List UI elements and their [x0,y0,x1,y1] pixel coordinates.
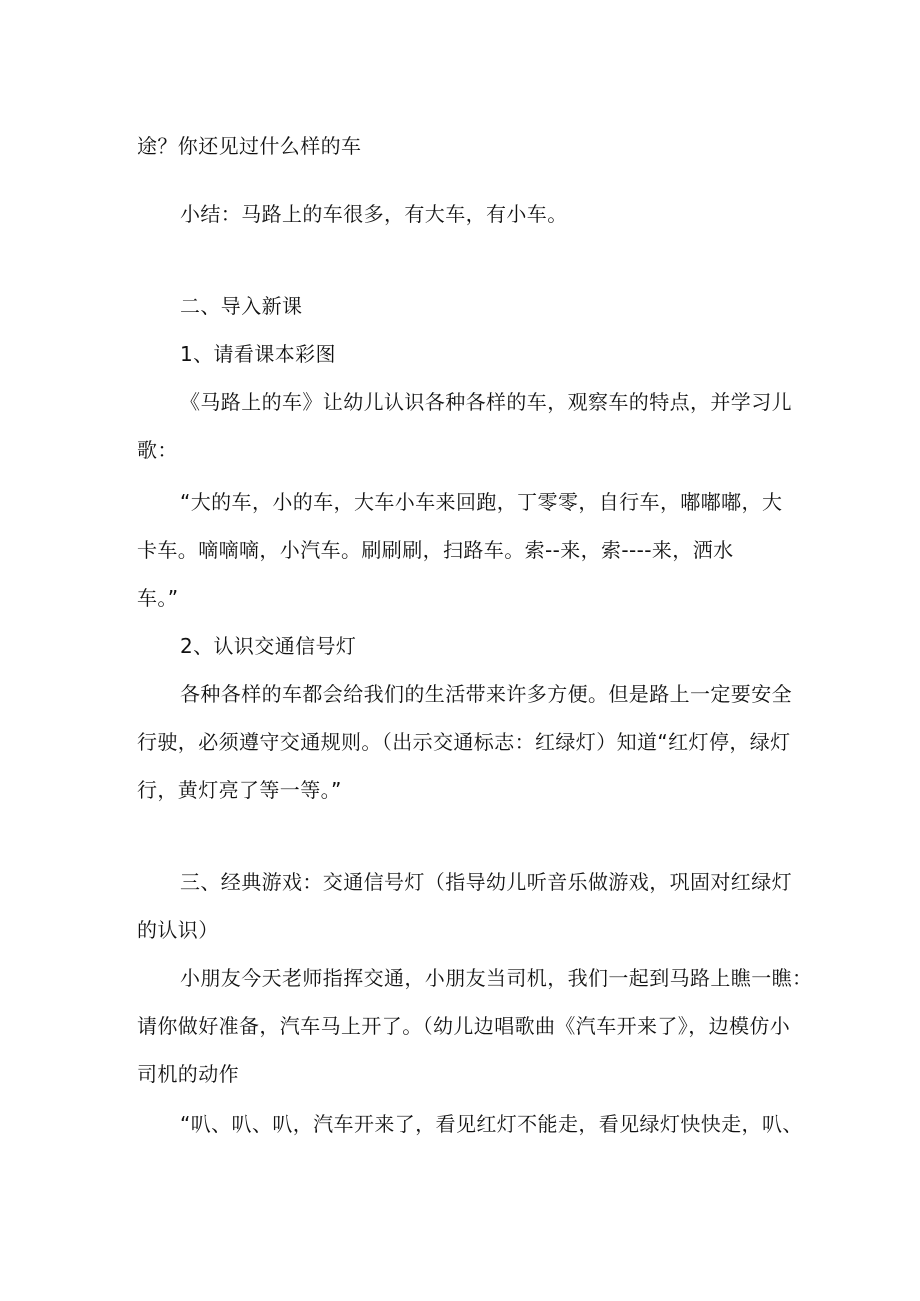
paragraph-line: 各种各样的车都会给我们的生活带来许多方便。但是路上一定要安全 [180,682,792,706]
subsection-heading: 2、认识交通信号灯 [180,634,357,658]
subsection-heading: 1、请看课本彩图 [180,342,336,366]
paragraph-line: 行，黄灯亮了等一等。” [137,778,342,802]
paragraph-line: 《马路上的车》让幼儿认识各种各样的车，观察车的特点，并学习儿 [180,390,792,414]
quote-line: 卡车。嘀嘀嘀，小汽车。刷刷刷，扫路车。索--来，索----来，洒水 [137,538,734,562]
song-line: “叭、叭、叭，汽车开来了，看见红灯不能走，看见绿灯快快走，叭、 [180,1112,803,1136]
paragraph-line: 请你做好准备，汽车马上开了。（幼儿边唱歌曲《汽车开来了》，边模仿小 [137,1014,791,1038]
paragraph-line: 行驶，必须遵守交通规则。（出示交通标志：红绿灯）知道“红灯停，绿灯 [137,730,791,754]
summary-line: 小结：马路上的车很多，有大车，有小车。 [180,202,568,226]
section-heading: 三、经典游戏：交通信号灯（指导幼儿听音乐做游戏，巩固对红绿灯 [180,870,792,894]
paragraph-line: 小朋友今天老师指挥交通，小朋友当司机，我们一起到马路上瞧一瞧： [180,966,813,990]
text-line: 途？你还见过什么样的车 [137,134,362,158]
section-heading: 二、导入新课 [180,294,303,318]
quote-line: “大的车，小的车，大车小车来回跑，丁零零，自行车，嘟嘟嘟，大 [180,490,783,514]
quote-line: 车。” [137,586,179,610]
paragraph-line: 歌： [137,438,178,462]
paragraph-line: 司机的动作 [137,1062,239,1086]
section-heading: 的认识） [137,918,219,942]
